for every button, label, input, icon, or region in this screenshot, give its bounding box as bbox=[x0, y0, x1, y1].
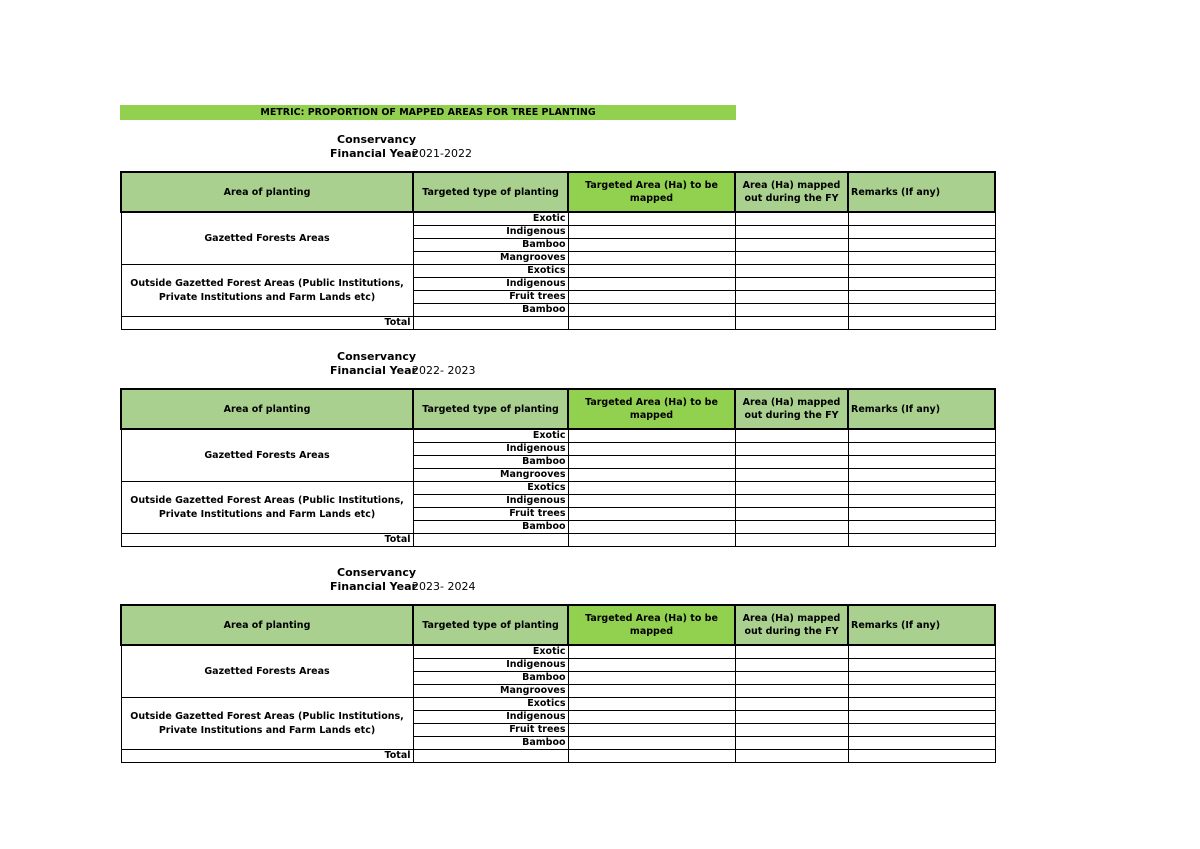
mapped-area-cell[interactable] bbox=[735, 212, 848, 226]
targeted-area-cell[interactable] bbox=[568, 659, 735, 672]
total-label: Total bbox=[121, 750, 413, 763]
area-outside-gazetted: Outside Gazetted Forest Areas (Public Institutions, Private Institutions and Farm Lands etc) bbox=[121, 698, 413, 750]
type-cell: Bamboo bbox=[413, 521, 568, 534]
targeted-area-cell[interactable] bbox=[568, 239, 735, 252]
remarks-cell[interactable] bbox=[848, 443, 995, 456]
total-type-cell[interactable] bbox=[413, 750, 568, 763]
type-cell: Fruit trees bbox=[413, 291, 568, 304]
targeted-area-cell[interactable] bbox=[568, 482, 735, 495]
area-outside-gazetted: Outside Gazetted Forest Areas (Public Institutions, Private Institutions and Farm Lands etc) bbox=[121, 265, 413, 317]
type-cell: Indigenous bbox=[413, 711, 568, 724]
table-row bbox=[121, 645, 995, 659]
total-type-cell[interactable] bbox=[413, 534, 568, 547]
total-targeted-area-cell[interactable] bbox=[568, 317, 735, 330]
type-cell: Exotic bbox=[413, 645, 568, 659]
header-remarks: Remarks (If any) bbox=[848, 605, 995, 645]
financial-year-label: Financial Year bbox=[330, 364, 417, 377]
mapped-area-cell[interactable] bbox=[735, 672, 848, 685]
header-remarks: Remarks (If any) bbox=[848, 389, 995, 429]
type-cell: Exotics bbox=[413, 265, 568, 278]
header-area-mapped: Area (Ha) mapped out during the FY bbox=[735, 605, 848, 645]
targeted-area-cell[interactable] bbox=[568, 495, 735, 508]
total-row bbox=[121, 317, 995, 330]
total-remarks-cell[interactable] bbox=[848, 750, 995, 763]
section-fy-2 bbox=[120, 350, 994, 547]
mapped-area-cell[interactable] bbox=[735, 239, 848, 252]
header-area-mapped: Area (Ha) mapped out during the FY bbox=[735, 389, 848, 429]
targeted-area-cell[interactable] bbox=[568, 724, 735, 737]
mapped-area-cell[interactable] bbox=[735, 226, 848, 239]
header-targeted-type: Targeted type of planting bbox=[413, 172, 568, 212]
targeted-area-cell[interactable] bbox=[568, 304, 735, 317]
mapped-area-cell[interactable] bbox=[735, 252, 848, 265]
type-cell: Bamboo bbox=[413, 304, 568, 317]
type-cell: Mangrooves bbox=[413, 685, 568, 698]
total-type-cell[interactable] bbox=[413, 317, 568, 330]
financial-year-label: Financial Year bbox=[330, 580, 417, 593]
total-remarks-cell[interactable] bbox=[848, 534, 995, 547]
header-targeted-type: Targeted type of planting bbox=[413, 389, 568, 429]
remarks-cell[interactable] bbox=[848, 482, 995, 495]
remarks-cell[interactable] bbox=[848, 429, 995, 443]
targeted-area-cell[interactable] bbox=[568, 521, 735, 534]
mapped-area-cell[interactable] bbox=[735, 521, 848, 534]
section-fy-1 bbox=[120, 133, 994, 330]
financial-year-value: 2021-2022 bbox=[412, 147, 472, 160]
remarks-cell[interactable] bbox=[848, 239, 995, 252]
header-row bbox=[121, 605, 995, 645]
type-cell: Bamboo bbox=[413, 737, 568, 750]
header-remarks: Remarks (If any) bbox=[848, 172, 995, 212]
header-area-of-planting: Area of planting bbox=[121, 605, 413, 645]
mapped-area-cell[interactable] bbox=[735, 265, 848, 278]
financial-year-label: Financial Year bbox=[330, 147, 417, 160]
mapped-area-cell[interactable] bbox=[735, 482, 848, 495]
mapped-area-cell[interactable] bbox=[735, 291, 848, 304]
mapped-area-cell[interactable] bbox=[735, 685, 848, 698]
mapped-area-cell[interactable] bbox=[735, 278, 848, 291]
header-targeted-area: Targeted Area (Ha) to be mapped bbox=[568, 172, 735, 212]
targeted-area-cell[interactable] bbox=[568, 252, 735, 265]
table-row bbox=[121, 429, 995, 443]
remarks-cell[interactable] bbox=[848, 495, 995, 508]
remarks-cell[interactable] bbox=[848, 685, 995, 698]
section-heading bbox=[120, 133, 994, 171]
remarks-cell[interactable] bbox=[848, 672, 995, 685]
header-area-of-planting: Area of planting bbox=[121, 389, 413, 429]
total-mapped-area-cell[interactable] bbox=[735, 317, 848, 330]
area-gazetted-forests: Gazetted Forests Areas bbox=[121, 645, 413, 698]
type-cell: Exotic bbox=[413, 212, 568, 226]
remarks-cell[interactable] bbox=[848, 291, 995, 304]
financial-year-value: 2023- 2024 bbox=[412, 580, 476, 593]
header-targeted-area: Targeted Area (Ha) to be mapped bbox=[568, 605, 735, 645]
total-mapped-area-cell[interactable] bbox=[735, 750, 848, 763]
header-targeted-area: Targeted Area (Ha) to be mapped bbox=[568, 389, 735, 429]
type-cell: Fruit trees bbox=[413, 724, 568, 737]
remarks-cell[interactable] bbox=[848, 711, 995, 724]
mapped-area-cell[interactable] bbox=[735, 429, 848, 443]
header-row bbox=[121, 389, 995, 429]
total-row bbox=[121, 750, 995, 763]
financial-year-value: 2022- 2023 bbox=[412, 364, 476, 377]
type-cell: Bamboo bbox=[413, 239, 568, 252]
type-cell: Indigenous bbox=[413, 443, 568, 456]
targeted-area-cell[interactable] bbox=[568, 685, 735, 698]
mapped-area-cell[interactable] bbox=[735, 724, 848, 737]
targeted-area-cell[interactable] bbox=[568, 212, 735, 226]
remarks-cell[interactable] bbox=[848, 521, 995, 534]
type-cell: Bamboo bbox=[413, 456, 568, 469]
mapped-area-cell[interactable] bbox=[735, 469, 848, 482]
planting-table bbox=[120, 604, 996, 763]
remarks-cell[interactable] bbox=[848, 645, 995, 659]
type-cell: Exotics bbox=[413, 698, 568, 711]
type-cell: Mangrooves bbox=[413, 469, 568, 482]
targeted-area-cell[interactable] bbox=[568, 469, 735, 482]
section-heading bbox=[120, 350, 994, 388]
targeted-area-cell[interactable] bbox=[568, 278, 735, 291]
remarks-cell[interactable] bbox=[848, 456, 995, 469]
remarks-cell[interactable] bbox=[848, 278, 995, 291]
area-gazetted-forests: Gazetted Forests Areas bbox=[121, 212, 413, 265]
total-label: Total bbox=[121, 317, 413, 330]
mapped-area-cell[interactable] bbox=[735, 711, 848, 724]
targeted-area-cell[interactable] bbox=[568, 429, 735, 443]
targeted-area-cell[interactable] bbox=[568, 672, 735, 685]
conservancy-label: Conservancy bbox=[337, 566, 417, 579]
section-fy-3 bbox=[120, 566, 994, 763]
type-cell: Indigenous bbox=[413, 495, 568, 508]
area-gazetted-forests: Gazetted Forests Areas bbox=[121, 429, 413, 482]
mapped-area-cell[interactable] bbox=[735, 698, 848, 711]
section-heading bbox=[120, 566, 994, 604]
area-outside-gazetted: Outside Gazetted Forest Areas (Public Institutions, Private Institutions and Farm Lands etc) bbox=[121, 482, 413, 534]
conservancy-label: Conservancy bbox=[337, 350, 417, 363]
remarks-cell[interactable] bbox=[848, 304, 995, 317]
remarks-cell[interactable] bbox=[848, 226, 995, 239]
conservancy-label: Conservancy bbox=[337, 133, 417, 146]
mapped-area-cell[interactable] bbox=[735, 659, 848, 672]
type-cell: Indigenous bbox=[413, 226, 568, 239]
metric-title: METRIC: PROPORTION OF MAPPED AREAS FOR TREE PLANTING bbox=[120, 105, 736, 120]
remarks-cell[interactable] bbox=[848, 698, 995, 711]
remarks-cell[interactable] bbox=[848, 508, 995, 521]
header-area-of-planting: Area of planting bbox=[121, 172, 413, 212]
remarks-cell[interactable] bbox=[848, 252, 995, 265]
targeted-area-cell[interactable] bbox=[568, 508, 735, 521]
table-row bbox=[121, 482, 995, 495]
remarks-cell[interactable] bbox=[848, 737, 995, 750]
total-targeted-area-cell[interactable] bbox=[568, 534, 735, 547]
targeted-area-cell[interactable] bbox=[568, 737, 735, 750]
mapped-area-cell[interactable] bbox=[735, 304, 848, 317]
targeted-area-cell[interactable] bbox=[568, 456, 735, 469]
remarks-cell[interactable] bbox=[848, 469, 995, 482]
table-row bbox=[121, 265, 995, 278]
remarks-cell[interactable] bbox=[848, 724, 995, 737]
type-cell: Indigenous bbox=[413, 659, 568, 672]
mapped-area-cell[interactable] bbox=[735, 456, 848, 469]
mapped-area-cell[interactable] bbox=[735, 737, 848, 750]
type-cell: Mangrooves bbox=[413, 252, 568, 265]
header-row bbox=[121, 172, 995, 212]
mapped-area-cell[interactable] bbox=[735, 443, 848, 456]
type-cell: Fruit trees bbox=[413, 508, 568, 521]
remarks-cell[interactable] bbox=[848, 265, 995, 278]
total-label: Total bbox=[121, 534, 413, 547]
type-cell: Bamboo bbox=[413, 672, 568, 685]
targeted-area-cell[interactable] bbox=[568, 265, 735, 278]
total-mapped-area-cell[interactable] bbox=[735, 534, 848, 547]
type-cell: Exotic bbox=[413, 429, 568, 443]
table-row bbox=[121, 698, 995, 711]
targeted-area-cell[interactable] bbox=[568, 711, 735, 724]
targeted-area-cell[interactable] bbox=[568, 291, 735, 304]
remarks-cell[interactable] bbox=[848, 659, 995, 672]
mapped-area-cell[interactable] bbox=[735, 645, 848, 659]
total-remarks-cell[interactable] bbox=[848, 317, 995, 330]
type-cell: Exotics bbox=[413, 482, 568, 495]
mapped-area-cell[interactable] bbox=[735, 495, 848, 508]
header-area-mapped: Area (Ha) mapped out during the FY bbox=[735, 172, 848, 212]
remarks-cell[interactable] bbox=[848, 212, 995, 226]
total-targeted-area-cell[interactable] bbox=[568, 750, 735, 763]
targeted-area-cell[interactable] bbox=[568, 443, 735, 456]
targeted-area-cell[interactable] bbox=[568, 645, 735, 659]
header-targeted-type: Targeted type of planting bbox=[413, 605, 568, 645]
table-row bbox=[121, 212, 995, 226]
targeted-area-cell[interactable] bbox=[568, 698, 735, 711]
planting-table bbox=[120, 171, 996, 330]
total-row bbox=[121, 534, 995, 547]
type-cell: Indigenous bbox=[413, 278, 568, 291]
planting-table bbox=[120, 388, 996, 547]
mapped-area-cell[interactable] bbox=[735, 508, 848, 521]
targeted-area-cell[interactable] bbox=[568, 226, 735, 239]
